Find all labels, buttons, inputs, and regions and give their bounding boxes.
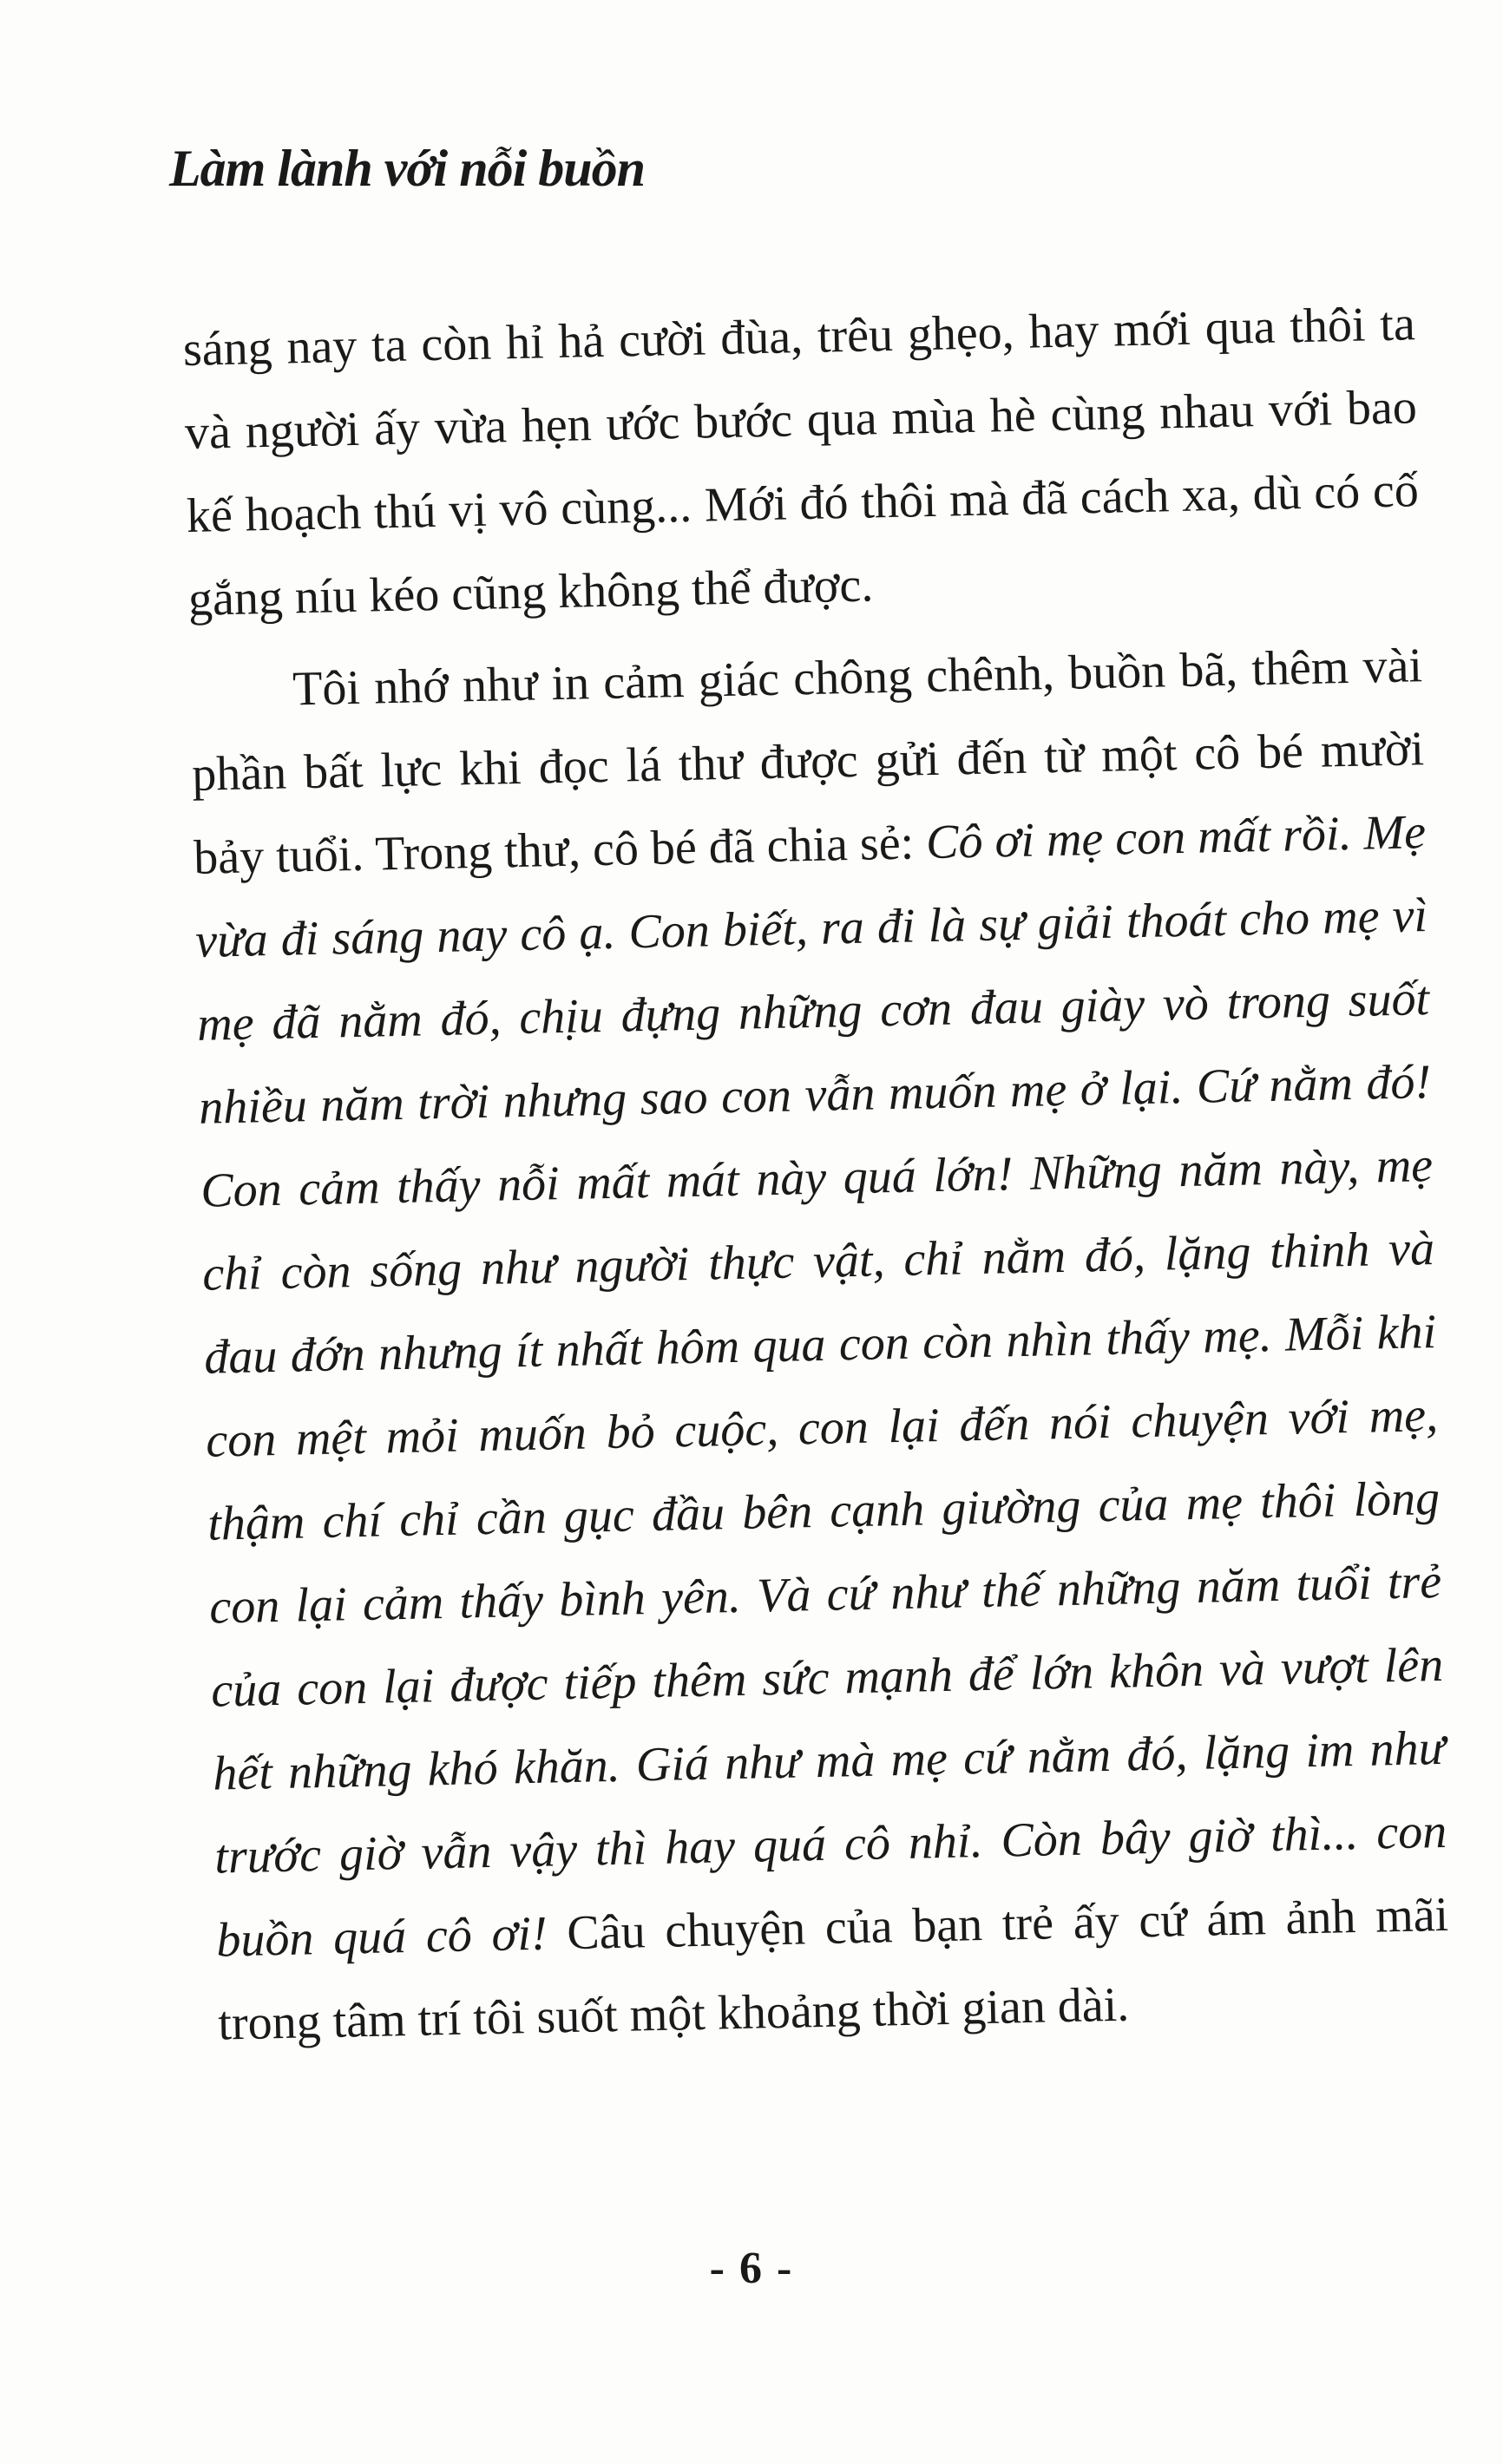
paragraph-2 [189, 624, 1451, 2065]
paragraph-2-outro: Câu chuyện của bạn trẻ ấy cứ ám ảnh mãi trong tâm trí tôi suốt một khoảng thời gian dài. [217, 1887, 1449, 2051]
paragraph-1: sáng nay ta còn hỉ hả cười đùa, trêu ghẹo, hay mới qua thôi ta và người ấy vừa hẹn ước bước qua mùa hè cùng nhau với bao kế hoạch thú vị vô cùng... Mới đó thôi mà đã cách xa, dù có cố gắng níu kéo cũng không thể được. [182, 297, 1420, 626]
paragraph-2-intro: Tôi nhớ như in cảm giác chông chênh, buồn bã, thêm vài phần bất lực khi đọc lá thư được gửi đến từ một cô bé mười bảy tuổi. Trong thư, cô bé đã chia sẻ: [191, 639, 1425, 885]
running-header-title: Làm lành với nỗi buồn [169, 140, 646, 197]
quoted-letter: Cô ơi mẹ con mất rồi. Mẹ vừa đi sáng nay cô ạ. Con biết, ra đi là sự giải thoát cho mẹ vì mẹ đã nằm đó, chịu đựng những cơn đau giày vò trong suốt nhiều năm trời nhưng sao con vẫn muốn mẹ ở lại. Cứ nằm đó! Con cảm thấy nỗi mất mát này quá lớn! Những năm này, mẹ chỉ còn sống như người thực vật, chỉ nằm đó, lặng thinh và đau đớn nhưng ít nhất hôm qua con còn nhìn thấy mẹ. Mỗi khi con mệt mỏi muốn bỏ cuộc, con lại đến nói chuyện với mẹ, thậm chí chỉ cần gục đầu bên cạnh giường của mẹ thôi lòng con lại cảm thấy bình yên. Và cứ như thế những năm tuổi trẻ của con lại được tiếp thêm sức mạnh để lớn khôn và vượt lên hết những khó khăn. Giá như mà mẹ cứ nằm đó, lặng im như trước giờ vẫn vậy thì hay quá cô nhỉ. Còn bây giờ thì... con buồn quá cô ơi! [194, 805, 1447, 1968]
page-number: - 6 - [709, 2244, 794, 2293]
body-text [182, 282, 1451, 2065]
